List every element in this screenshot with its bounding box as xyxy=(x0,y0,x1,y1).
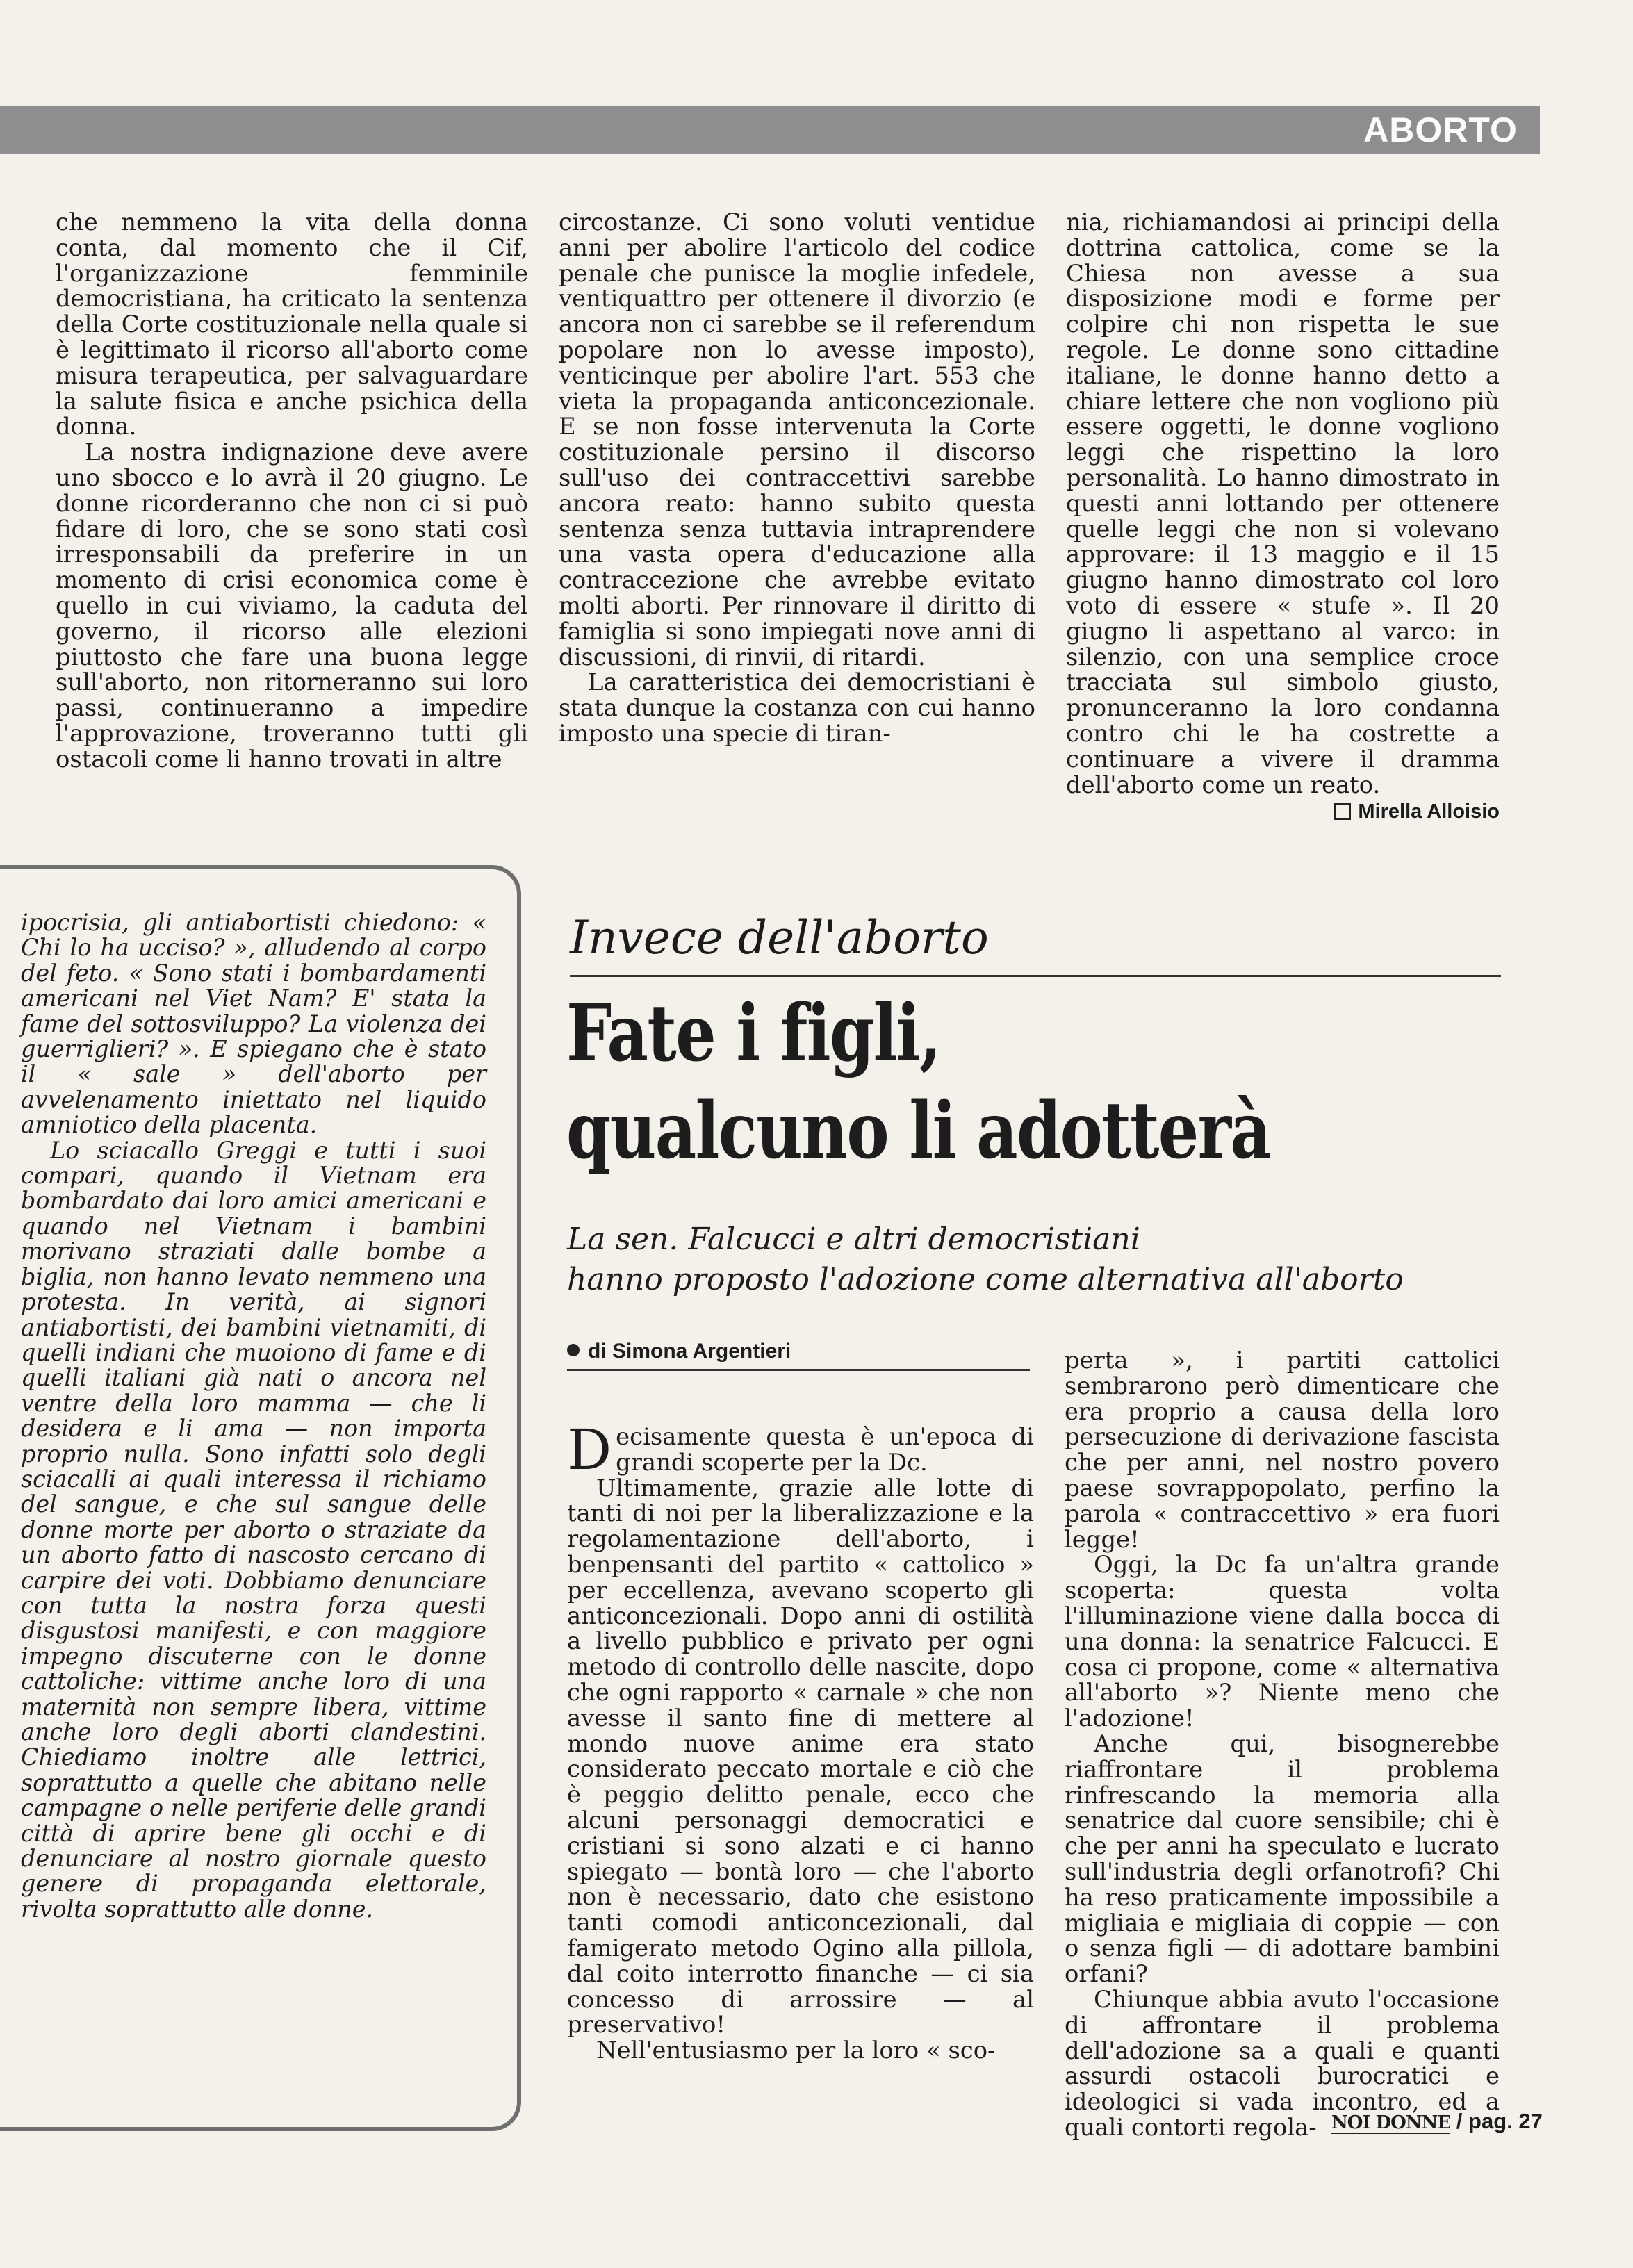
drop-cap: D xyxy=(567,1418,612,1482)
paragraph: perta », i partiti cattolici sembrarono però dimenticare che era proprio a causa della loro persecuzione di derivazione fascista che per anni, nel nostro povero paese sovrappopolato, perfino la parola « contraccettivo » era fuori legge! xyxy=(1065,1347,1500,1553)
footer-separator: / xyxy=(1456,2109,1463,2133)
paragraph xyxy=(567,1418,1034,1482)
paragraph: Lo sciacallo Greggi e tutti i suoi compari, quando il Vietnam era bombardato dai loro amici americani e quando nel Vietnam i bambini morivano straziati dalle bombe a biglia, non hanno levato nemmeno una protesta. In verità, ai signori antiabortisti, dei bambini vietnamiti, di quelli indiani che muoiono di fame e di quelli italiani già nati o ancora nel ventre della loro mamma — che li desidera e li ama — non importa proprio nulla. Sono infatti solo degli sciacalli ai quali interessa il richiamo del sangue, e che sul sangue delle donne morte per aborto o straziate da un aborto fatto di nascosto cercano di carpire dei voti. Dobbiamo denunciare con tutta la nostra forza questi disgustosi manifesti, e con maggiore impegno discuterne con le donne cattoliche: vittime anche loro di una maternità non sempre libera, vittime anche loro degli aborti clandestini. Chiediamo inoltre alle lettrici, soprattutto a quelle che abitano nelle campagne o nelle periferie delle grandi città di aprire bene gli occhi e di denunciare al nostro giornale questo genere di propaganda elettorale, rivolta soprattutto alle donne. xyxy=(21,1136,486,1923)
end-mark-icon xyxy=(1334,803,1351,820)
main-article-column-2 xyxy=(1065,1348,1500,2141)
paragraph: La caratteristica dei democristiani è stata dunque la costanza con cui hanno imposto una specie di tiran- xyxy=(559,668,1035,747)
paragraph: che nemmeno la vita della donna conta, dal momento che il Cif, l'organizzazione femminile democristiana, ha criticato la sentenza della Corte costituzionale nella quale si è legittimato il ricorso all'aborto come misura terapeutica, per salvaguardare la salute fisica e anche psichica della donna. xyxy=(56,208,528,441)
top-article-column-3 xyxy=(1066,210,1500,798)
author-signature xyxy=(1331,800,1500,823)
paragraph: ipocrisia, gli antiabortisti chiedono: « Chi lo ha ucciso? », alludendo al corpo del feto. « Sono stati i bombardamenti americani nel Viet Nam? E' stata la fame del sottosviluppo? La violenza dei guerriglieri? ». E spiegano che è stato il « sale » dell'aborto per avvelenamento iniettato nel liquido amniotico della placenta. xyxy=(21,909,486,1139)
magazine-logo: NOI DONNE xyxy=(1331,2112,1450,2135)
article-deck xyxy=(567,1219,1498,1300)
boxed-sidebar-text xyxy=(21,910,486,1922)
signature-name: Mirella Alloisio xyxy=(1358,800,1500,823)
deck-line-2: hanno proposto l'adozione come alternativa all'aborto xyxy=(567,1262,1404,1297)
paragraph: Nell'entusiasmo per la loro « sco- xyxy=(596,2037,996,2064)
article-kicker: Invece dell'aborto xyxy=(570,911,989,964)
page-number: pag. 27 xyxy=(1468,2109,1543,2133)
paragraph: Anche qui, bisognerebbe riaffrontare il problema rinfrescando la memoria alla senatrice dal cuore sensibile; chi è che per anni ha speculato e lucrato sull'industria degli orfanotrofi? Chi ha reso praticamente impossibile a migliaia e migliaia di coppie — con o senza figli — di adottare bambini orfani? xyxy=(1065,1729,1500,1988)
main-article-column-1 xyxy=(567,1418,1034,2064)
paragraph: La nostra indignazione deve avere uno sbocco e lo avrà il 20 giugno. Le donne ricorderanno che non ci si può fidare di loro, che se sono stati così irresponsabili da preferire in un momento di crisi economica come è quello in cui viviamo, la caduta del governo, il ricorso alle elezioni piuttosto che fare una buona legge sull'aborto, non ritorneranno sui loro passi, continueranno a impedire l'approvazione, troveranno tutti gli ostacoli come li hanno trovati in altre xyxy=(56,438,528,773)
article-byline xyxy=(567,1340,1030,1371)
byline-author: di Simona Argentieri xyxy=(588,1340,791,1363)
paragraph: Oggi, la Dc fa un'altra grande scoperta: questa volta l'illuminazione viene dalla bocca di una donna: la senatrice Falcucci. E cosa ci propone, come « alternativa all'aborto »? Niente meno che l'adozione! xyxy=(1065,1551,1500,1732)
top-article-column-1 xyxy=(56,210,528,773)
page-footer xyxy=(1331,2109,1543,2134)
section-label: ABORTO xyxy=(1363,110,1518,149)
lead-text: ecisamente questa è un'epoca di grandi scoperte per la Dc. xyxy=(616,1423,1034,1476)
article-headline xyxy=(566,985,1341,1180)
headline-line-1: Fate i figli, xyxy=(566,988,941,1079)
section-header-bar xyxy=(0,106,1540,154)
top-article-column-2 xyxy=(559,210,1035,747)
paragraph: nia, richiamandosi ai principi della dottrina cattolica, come se la Chiesa non avesse a sua disposizione modi e forme per colpire chi non rispetta le sue regole. Le donne sono cittadine italiane, le donne hanno detto a chiare lettere che non vogliono più essere oggetti, le donne vogliono leggi che rispettino la loro personalità. Lo hanno dimostrato in questi anni lottando per ottenere quelle leggi che non si volevano approvare: il 13 maggio e il 15 giugno hanno dimostrato col loro voto di essere « stufe ». Il 20 giugno li aspettano al varco: in silenzio, con una semplice croce tracciata sul simbolo giusto, pronunceranno la loro condanna contro chi le ha costrette a continuare a vivere il dramma dell'aborto come un reato. xyxy=(1066,208,1500,798)
headline-line-2: qualcuno li adotterà xyxy=(566,1085,1271,1176)
bullet-icon xyxy=(567,1344,580,1356)
paragraph: Ultimamente, grazie alle lotte di tanti di noi per la liberalizzazione e la regolamentazione dell'aborto, i benpensanti del partito « cattolico » per eccellenza, avevano scoperto gli anticoncezionali. Dopo anni di ostilità a livello pubblico e privato per ogni metodo di controllo delle nascite, dopo che ogni rapporto « carnale » che non avesse il santo fine di mettere al mondo nuove anime era stato considerato peccato mortale e ciò che è peggio delitto penale, ecco che alcuni personaggi democratici e cristiani si sono alzati e ci hanno spiegato — bontà loro — che l'aborto non è necessario, dato che esistono tanti comodi anticoncezionali, dal famigerato metodo Ogino alla pillola, dal coito interrotto finanche — ci sia concesso di arrossire — al preservativo! xyxy=(567,1474,1034,2039)
kicker-rule xyxy=(570,975,1501,977)
paragraph: circostanze. Ci sono voluti ventidue anni per abolire l'articolo del codice penale che punisce la moglie infedele, ventiquattro per ottenere il divorzio (e ancora non ci sarebbe se il referendum popolare non lo avesse imposto), venticinque per abolire l'art. 553 che vieta la propaganda anticoncezionale. E se non fosse intervenuta la Corte costituzionale persino il discorso sull'uso dei contraccettivi sarebbe ancora reato: hanno subito questa sentenza senza tuttavia intraprendere una vasta opera d'educazione alla contraccezione che avrebbe evitato molti aborti. Per rinnovare il diritto di famiglia si sono impiegati nove anni di discussioni, di rinvii, di ritardi. xyxy=(559,208,1035,671)
deck-line-1: La sen. Falcucci e altri democristiani xyxy=(567,1222,1140,1257)
paragraph: Chiunque abbia avuto l'occasione di affrontare il problema dell'adozione sa a quali e quanti assurdi ostacoli burocratici e ideologici si vada incontro, ed a quali contorti regola- xyxy=(1065,1985,1500,2141)
